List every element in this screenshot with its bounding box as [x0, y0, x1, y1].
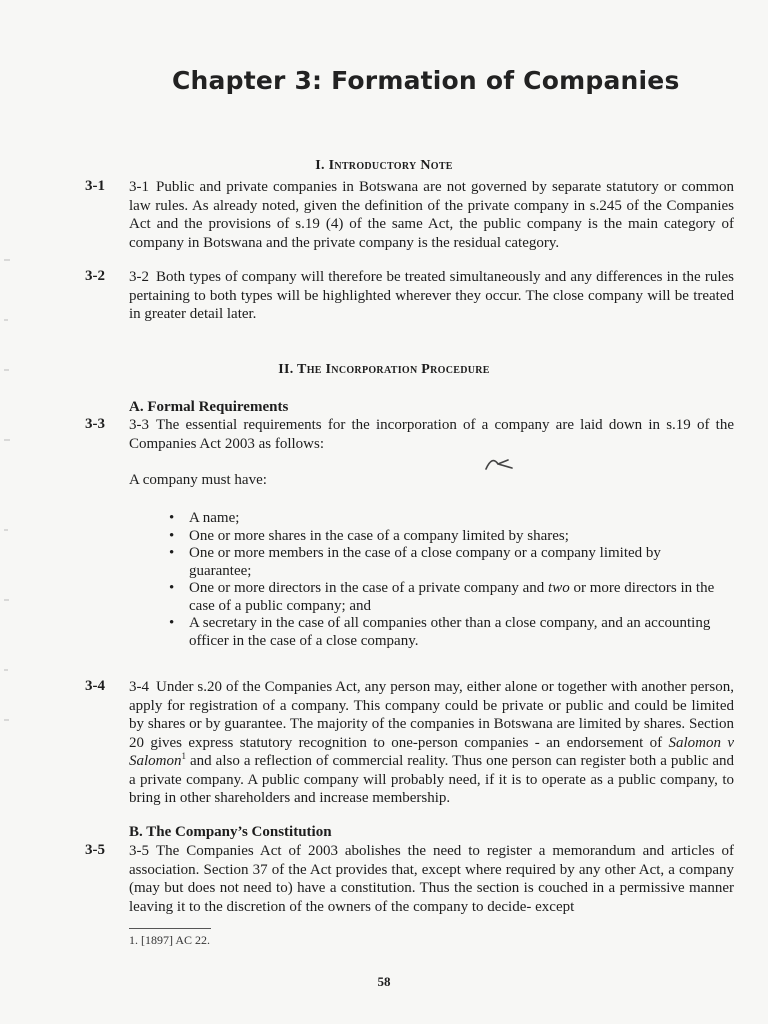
footnote: 1. [1897] AC 22.	[129, 933, 210, 947]
list-item: • A secretary in the case of all companies other than a close company, and an accounting officer in the case of a close company.	[169, 615, 711, 649]
section-heading-introductory-note: I. Introductory Note	[315, 158, 453, 173]
paragraph-text: Public and private companies in Botswana are not governed by separate statutory or common law rules. As already noted, given the definition of the private company in s.245 of the Companies Act and the provisions of s.19 (4) of the same Act, the public company is the main category of company in Botswana and the private company is the residual category.	[129, 179, 734, 251]
list-item: • One or more shares in the case of a company limited by shares;	[169, 527, 569, 544]
margin-number: 3-5	[85, 842, 105, 858]
margin-number: 3-1	[85, 178, 105, 194]
paragraph-3-2	[129, 268, 734, 324]
paragraph-3-1	[129, 178, 734, 252]
list-item: • A name;	[169, 510, 240, 526]
margin-number: 3-3	[85, 416, 105, 432]
paragraph-3-4	[129, 678, 734, 808]
paragraph-number: 3-3	[129, 417, 149, 433]
footnote-divider	[129, 928, 211, 929]
case-name: Salomon v Salomon	[129, 734, 734, 769]
paragraph-text: and also a reflection of commercial reality. Thus one person can register both a public and a private company. A public company will probably need, if it is to operate as a public company, to bring in other shareholders and increase membership.	[129, 753, 734, 806]
paragraph-number: 3-4	[129, 679, 149, 695]
paragraph-3-3	[129, 416, 734, 453]
footnote-reference: 1	[181, 751, 186, 761]
subheading-formal-requirements: A. Formal Requirements	[129, 399, 289, 415]
paragraph-number: 3-1	[129, 179, 149, 195]
page-number: 58	[377, 974, 391, 989]
subheading-company-constitution: B. The Company’s Constitution	[129, 824, 332, 840]
chapter-title: Chapter 3: Formation of Companies	[172, 66, 680, 95]
list-item: • One or more directors in the case of a private company and two or more directors in the case of a public company; and	[169, 580, 715, 614]
handwritten-mark	[484, 454, 516, 472]
paragraph-number: 3-5	[129, 843, 149, 859]
list-item: • One or more members in the case of a close company or a company limited by guarantee;	[169, 545, 661, 579]
bullet-icon: •	[169, 615, 175, 631]
bullet-icon: •	[169, 510, 175, 526]
paragraph-text: Under s.20 of the Companies Act, any person may, either alone or together with another person, apply for registration of a company. This company could be private or public and could be limited by shares or by guarantee. The majority of the companies in Botswana are limited by shares. Section 20 gives express statutory recognition to one-person companies - an endorsement of	[129, 679, 734, 751]
paragraph-text: Both types of company will therefore be treated simultaneously and any differences in the rules pertaining to both types will be highlighted wherever they occur. The close company will be treated in greater detail later.	[129, 269, 734, 322]
paragraph-text: The essential requirements for the incorporation of a company are laid down in s.19 of the Companies Act 2003 as follows:	[129, 417, 734, 452]
bullet-icon: •	[169, 580, 175, 596]
paragraph-text: The Companies Act of 2003 abolishes the need to register a memorandum and articles of association. Section 37 of the Act provides that, except where required by any other Act, a company (may but does not need to) have a constitution. Thus the section is couched in a permissive manner leaving it to the discretion of the owners of the company to decide- except	[129, 843, 734, 915]
scan-edge-marks	[2, 250, 14, 750]
bullet-icon: •	[169, 527, 175, 544]
requirements-list	[167, 510, 727, 650]
paragraph-number: 3-2	[129, 269, 149, 285]
paragraph-3-5	[129, 842, 734, 916]
margin-number: 3-2	[85, 268, 105, 284]
margin-number: 3-4	[85, 678, 105, 694]
requirements-intro: A company must have:	[129, 472, 267, 488]
section-heading-incorporation-procedure: II. The Incorporation Procedure	[278, 362, 490, 377]
bullet-icon: •	[169, 545, 175, 561]
